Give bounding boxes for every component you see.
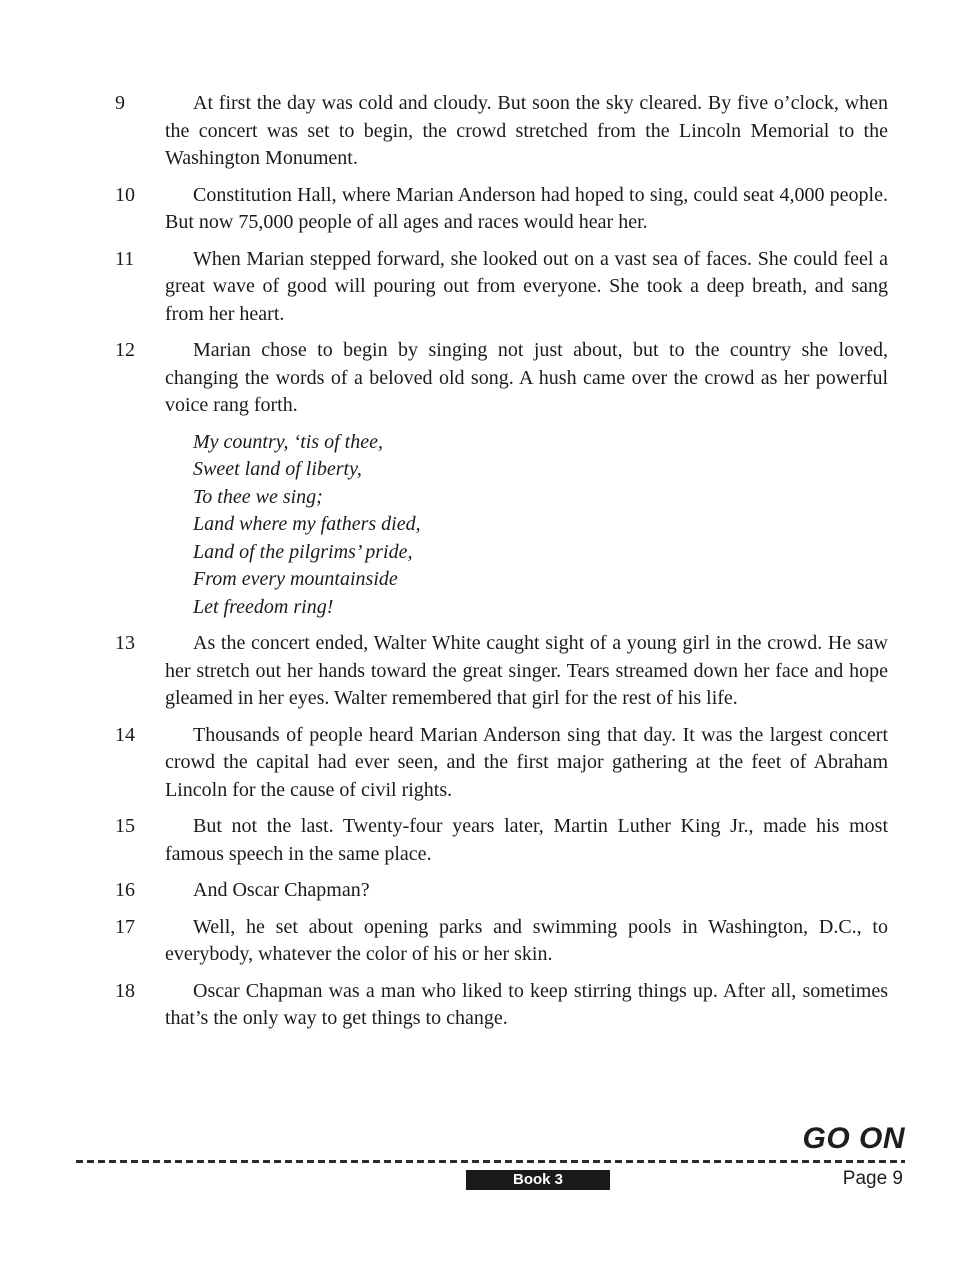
paragraph-9 [115, 90, 888, 173]
paragraph-text: But not the last. Twenty-four years later, Martin Luther King Jr., made his most famous speech in the same place. [165, 815, 888, 865]
paragraph-17 [115, 914, 888, 969]
paragraph-number: 14 [115, 723, 135, 746]
paragraph-number: 10 [115, 183, 135, 206]
poem-block [193, 429, 888, 622]
paragraph-number: 18 [115, 979, 135, 1002]
page-number-label: Page 9 [842, 1168, 903, 1189]
poem-line: My country, ‘tis of thee, [193, 430, 383, 453]
paragraph-text: At first the day was cold and cloudy. But soon the sky cleared. By five o’clock, when the concert was set to begin, the crowd stretched from the Lincoln Memorial to the Washington Monument. [165, 92, 888, 169]
paragraph-number: 11 [115, 247, 135, 270]
paragraph-number: 17 [115, 915, 135, 938]
paragraph-text: Marian chose to begin by singing not just about, but to the country she loved, changing the words of a beloved old song. A hush came over the crowd as her powerful voice rang forth. [165, 339, 888, 416]
poem-line: To thee we sing; [193, 485, 323, 508]
paragraph-text: When Marian stepped forward, she looked out on a vast sea of faces. She could feel a great wave of good will pouring out from everyone. She took a deep breath, and sang from her heart. [165, 247, 888, 325]
paragraph-18 [115, 978, 888, 1033]
paragraph-text: Oscar Chapman was a man who liked to keep stirring things up. After all, sometimes that’s the only way to get things to change. [165, 979, 888, 1029]
paragraph-number: 12 [115, 339, 135, 361]
paragraph-number: 16 [115, 879, 135, 901]
paragraph-12 [115, 337, 888, 420]
paragraph-number: 13 [115, 632, 135, 654]
paragraph-text: Thousands of people heard Marian Anderson sing that day. It was the largest concert crowd the capital had ever seen, and the first major gathering at the feet of Abraham Lincoln for the cause of civil rights. [165, 723, 888, 801]
paragraph-10 [115, 182, 888, 237]
poem-line: Let freedom ring! [193, 595, 334, 618]
passage-content [115, 90, 888, 1042]
paragraph-text: As the concert ended, Walter White caught sight of a young girl in the crowd. He saw her stretch out her hands toward the great singer. Tears streamed down her face and hope gleamed in her eyes. Walter remembered that girl for the rest of his life. [165, 632, 888, 709]
paragraph-16 [115, 877, 888, 905]
paragraph-14 [115, 722, 888, 805]
poem-line: Land where my fathers died, [193, 513, 421, 535]
paragraph-text: And Oscar Chapman? [193, 879, 370, 901]
paragraph-text: Constitution Hall, where Marian Anderson had hoped to sing, could seat 4,000 people. But now 75,000 people of all ages and races would hear her. [165, 183, 888, 233]
paragraph-11 [115, 246, 888, 329]
paragraph-number: 9 [115, 92, 125, 114]
book-badge: Book 3 [466, 1170, 610, 1190]
paragraph-15 [115, 813, 888, 868]
poem-line: Land of the pilgrims’ pride, [193, 540, 413, 563]
poem-line: From every mountainside [193, 568, 398, 590]
poem-line: Sweet land of liberty, [193, 458, 362, 480]
paragraph-text: Well, he set about opening parks and swimming pools in Washington, D.C., to everybody, whatever the color of his or her skin. [165, 915, 888, 965]
go-on-label: GO ON [802, 1122, 905, 1155]
paragraph-13 [115, 630, 888, 713]
paragraph-number: 15 [115, 815, 135, 837]
footer-dashed-divider [76, 1160, 905, 1163]
